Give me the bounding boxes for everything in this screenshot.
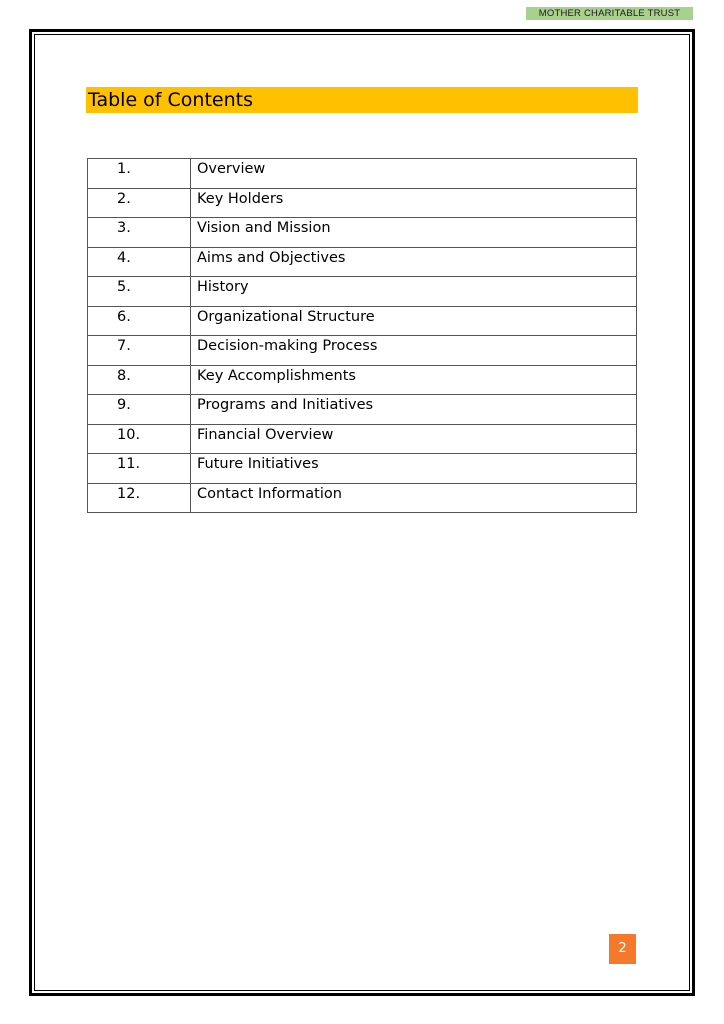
toc-row (88, 365, 637, 395)
toc-entry-label: Decision-making Process (191, 336, 637, 366)
header-org-tag: MOTHER CHARITABLE TRUST (526, 7, 693, 20)
toc-row (88, 336, 637, 366)
toc-entry-label: Key Holders (191, 188, 637, 218)
toc-entry-number: 12. (88, 483, 191, 513)
toc-entry-label: Financial Overview (191, 424, 637, 454)
toc-entry-number: 2. (88, 188, 191, 218)
toc-row (88, 306, 637, 336)
toc-entry-number: 1. (88, 159, 191, 189)
toc-entry-label: Contact Information (191, 483, 637, 513)
toc-entry-number: 5. (88, 277, 191, 307)
toc-entry-label: Overview (191, 159, 637, 189)
toc-row (88, 395, 637, 425)
toc-entry-label: Programs and Initiatives (191, 395, 637, 425)
toc-entry-number: 4. (88, 247, 191, 277)
toc-entry-number: 10. (88, 424, 191, 454)
toc-row (88, 424, 637, 454)
toc-row (88, 159, 637, 189)
toc-row (88, 218, 637, 248)
toc-row (88, 454, 637, 484)
toc-entry-number: 9. (88, 395, 191, 425)
toc-row (88, 483, 637, 513)
toc-entry-number: 11. (88, 454, 191, 484)
toc-entry-label: History (191, 277, 637, 307)
toc-entry-label: Aims and Objectives (191, 247, 637, 277)
toc-entry-number: 6. (88, 306, 191, 336)
page-number-badge: 2 (609, 934, 636, 964)
toc-row (88, 247, 637, 277)
toc-entry-label: Vision and Mission (191, 218, 637, 248)
toc-entry-label: Future Initiatives (191, 454, 637, 484)
toc-table (87, 158, 637, 513)
toc-entry-number: 7. (88, 336, 191, 366)
toc-entry-number: 3. (88, 218, 191, 248)
toc-row (88, 277, 637, 307)
toc-title: Table of Contents (86, 87, 638, 113)
toc-row (88, 188, 637, 218)
toc-entry-label: Key Accomplishments (191, 365, 637, 395)
toc-entry-number: 8. (88, 365, 191, 395)
toc-entry-label: Organizational Structure (191, 306, 637, 336)
